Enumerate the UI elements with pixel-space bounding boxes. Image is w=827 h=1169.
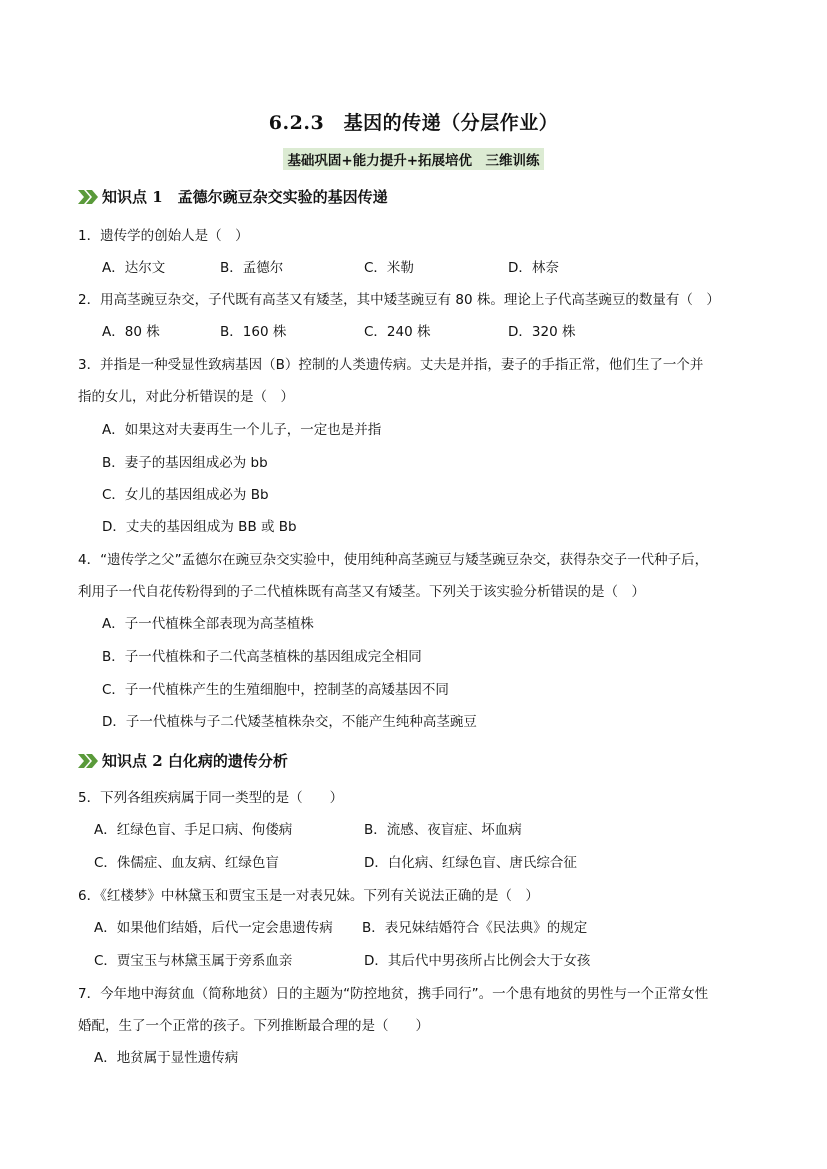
q1-option-b: B．孟德尔 xyxy=(220,260,284,276)
q3-option-a: A．如果这对夫妻再生一个儿子，一定也是并指 xyxy=(102,422,382,438)
q6-option-b: B．表兄妹结婚符合《民法典》的规定 xyxy=(362,920,588,936)
section-heading-1 xyxy=(78,186,388,207)
q1-option-c: C．米勒 xyxy=(364,260,414,276)
q1-option-a: A．达尔文 xyxy=(102,260,166,276)
q3-option-c: C．女儿的基因组成必为 Bb xyxy=(102,487,269,503)
q4-option-a: A．子一代植株全部表现为高茎植株 xyxy=(102,616,314,632)
q6-option-d: D．其后代中男孩所占比例会大于女孩 xyxy=(364,953,591,969)
section-label: 知识点 2 白化病的遗传分析 xyxy=(102,752,288,770)
q6-option-a: A．如果他们结婚，后代一定会患遗传病 xyxy=(94,920,333,936)
question-3-text-line2: 指的女儿，对此分析错误的是（ ） xyxy=(78,389,294,405)
q4-option-b: B．子一代植株和子二代高茎植株的基因组成完全相同 xyxy=(102,649,422,665)
q5-option-c: C．侏儒症、血友病、红绿色盲 xyxy=(94,855,279,871)
question-3-text-line1: 3．并指是一种受显性致病基因（B）控制的人类遗传病。丈夫是并指，妻子的手指正常，他们生了一个并 xyxy=(78,357,704,373)
q2-option-a: A．80 株 xyxy=(102,324,160,340)
page-subtitle: 基础巩固+能力提升+拓展培优 三维训练 xyxy=(283,148,543,170)
question-7-text-line2: 婚配，生了一个正常的孩子。下列推断最合理的是（ ） xyxy=(78,1018,429,1034)
section-heading-2 xyxy=(78,750,288,771)
section-label: 知识点 1 孟德尔豌豆杂交实验的基因传递 xyxy=(102,188,388,206)
page-title: 6.2.3 基因的传递（分层作业） xyxy=(268,112,559,134)
question-6-text: 6．《红楼梦》中林黛玉和贾宝玉是一对表兄妹。下列有关说法正确的是（ ） xyxy=(78,888,539,904)
q5-option-b: B．流感、夜盲症、坏血病 xyxy=(364,822,522,838)
q2-option-c: C．240 株 xyxy=(364,324,431,340)
question-4-text-line2: 利用子一代自花传粉得到的子二代植株既有高茎又有矮茎。下列关于该实验分析错误的是（ ） xyxy=(78,584,645,600)
q4-option-c: C．子一代植株产生的生殖细胞中，控制茎的高矮基因不同 xyxy=(102,682,449,698)
double-chevron-icon xyxy=(78,754,98,768)
q5-option-a: A．红绿色盲、手足口病、佝偻病 xyxy=(94,822,293,838)
q1-option-d: D．林奈 xyxy=(508,260,559,276)
q6-option-c: C．贾宝玉与林黛玉属于旁系血亲 xyxy=(94,953,293,969)
q2-option-b: B．160 株 xyxy=(220,324,287,340)
q3-option-b: B．妻子的基因组成必为 bb xyxy=(102,455,268,471)
question-7-text-line1: 7．今年地中海贫血（简称地贫）日的主题为“防控地贫，携手同行”。一个患有地贫的男性与一个正常女性 xyxy=(78,986,709,1002)
question-1-text: 1．遗传学的创始人是（ ） xyxy=(78,228,249,244)
q7-option-a: A．地贫属于显性遗传病 xyxy=(94,1050,239,1066)
question-5-text: 5．下列各组疾病属于同一类型的是（ ） xyxy=(78,790,344,806)
q4-option-d: D．子一代植株与子二代矮茎植株杂交，不能产生纯种高茎豌豆 xyxy=(102,714,477,730)
subtitle-wrap xyxy=(0,148,827,170)
q2-option-d: D．320 株 xyxy=(508,324,576,340)
question-2-text: 2．用高茎豌豆杂交，子代既有高茎又有矮茎，其中矮茎豌豆有 80 株。理论上子代高茎豌豆的数量有（ ） xyxy=(78,292,720,308)
q3-option-d: D．丈夫的基因组成为 BB 或 Bb xyxy=(102,519,297,535)
double-chevron-icon xyxy=(78,190,98,204)
question-4-text-line1: 4．“遗传学之父”孟德尔在豌豆杂交实验中，使用纯种高茎豌豆与矮茎豌豆杂交，获得杂交子一代种子后， xyxy=(78,552,709,568)
q5-option-d: D．白化病、红绿色盲、唐氏综合征 xyxy=(364,855,577,871)
